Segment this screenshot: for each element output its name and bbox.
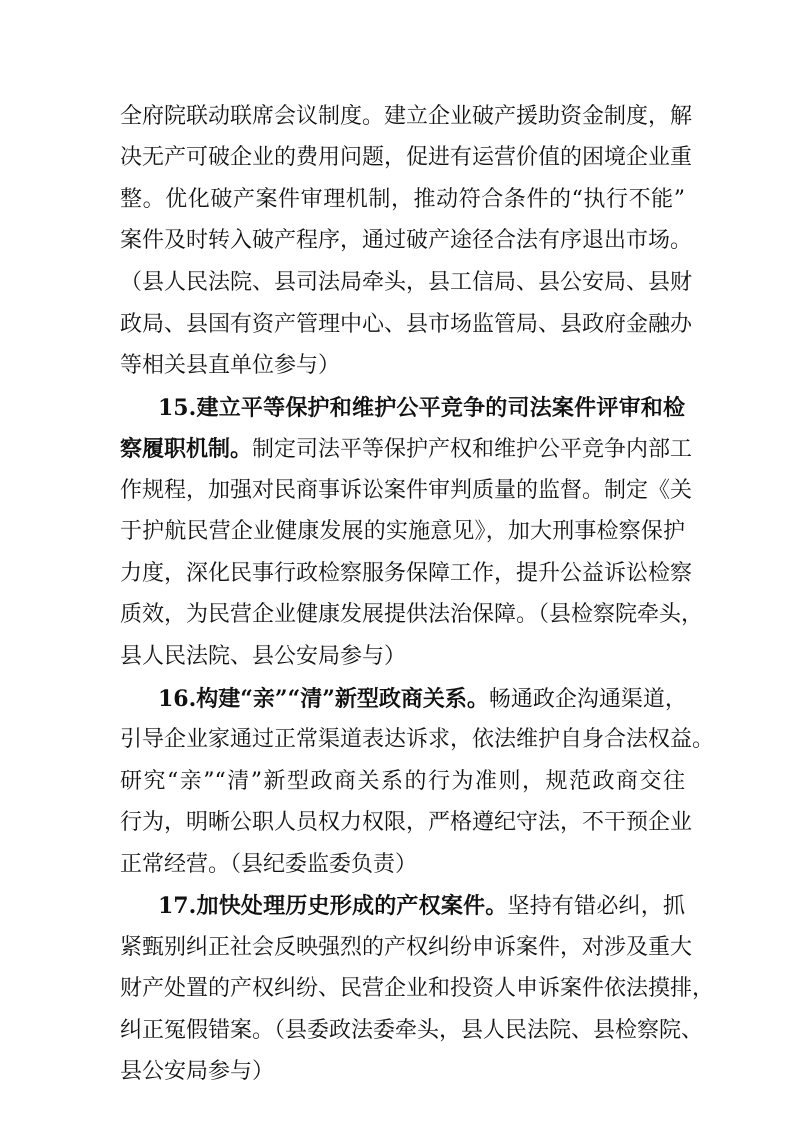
item-16-text: 畅通政企沟通渠道，: [488, 687, 687, 712]
paragraph-line: 案件及时转入破产程序，通过破产途径合法有序退出市场。: [120, 228, 693, 253]
paragraph-line: 行为，明晰公职人员权力权限，严格遵纪守法，不干预企业: [120, 810, 693, 835]
item-17-text: 坚持有错必纠，抓: [507, 894, 685, 919]
paragraph-line: 于护航民营企业健康发展的实施意见》，加大刑事检察保护: [120, 519, 685, 544]
paragraph-line: 县公安局参与）: [120, 1059, 275, 1084]
paragraph-line: 政局、县国有资产管理中心、县市场监管局、县政府金融办: [120, 312, 693, 337]
paragraph-line: 财产处置的产权纠纷、民营企业和投资人申诉案件依法摸排，: [120, 976, 715, 1001]
paragraph-line: 紧甄别纠正社会反映强烈的产权纠纷申诉案件，对涉及重大: [120, 935, 693, 960]
paragraph-line: [158, 892, 685, 921]
paragraph-line: 正常经营。（县纪委监委负责）: [120, 852, 418, 877]
paragraph-line: [120, 435, 693, 464]
paragraph-line: 全府院联动联席会议制度。建立企业破产援助资金制度，解: [120, 104, 693, 129]
paragraph-line: 县人民法院、县公安局参与）: [120, 644, 407, 669]
item-17-title: 17.加快处理历史形成的产权案件。: [158, 893, 508, 919]
paragraph-line: 作规程，加强对民商事诉讼案件审判质量的监督。制定《关: [120, 478, 693, 503]
paragraph-line: 等相关县直单位参与）: [120, 353, 341, 378]
paragraph-line: 研究“亲”“清”新型政商关系的行为准则，规范政商交往: [120, 769, 685, 794]
paragraph-line: 决无产可破企业的费用问题，促进有运营价值的困境企业重: [120, 145, 693, 170]
paragraph-line: （县人民法院、县司法局牵头，县工信局、县公安局、县财: [120, 270, 693, 295]
paragraph-line: 整。优化破产案件审理机制，推动符合条件的“执行不能”: [120, 187, 685, 212]
item-15-text: 制定司法平等保护产权和维护公平竞争内部工: [252, 437, 693, 462]
paragraph-line: [158, 685, 685, 714]
paragraph-line: 引导企业家通过正常渠道表达诉求，依法维护自身合法权益。: [120, 727, 715, 752]
item-16-title: 16.构建“亲”“清”新型政商关系。: [158, 686, 489, 712]
paragraph-line: 质效，为民营企业健康发展提供法治保障。（县检察院牵头，: [120, 602, 704, 627]
paragraph-line: 力度，深化民事行政检察服务保障工作，提升公益诉讼检察: [120, 561, 693, 586]
item-15-title-cont: 察履职机制。: [120, 436, 253, 462]
item-15-title: 15.建立平等保护和维护公平竞争的司法案件评审和检: [158, 395, 685, 421]
paragraph-line: 纠正冤假错案。（县委政法委牵头，县人民法院、县检察院、: [120, 1018, 704, 1043]
